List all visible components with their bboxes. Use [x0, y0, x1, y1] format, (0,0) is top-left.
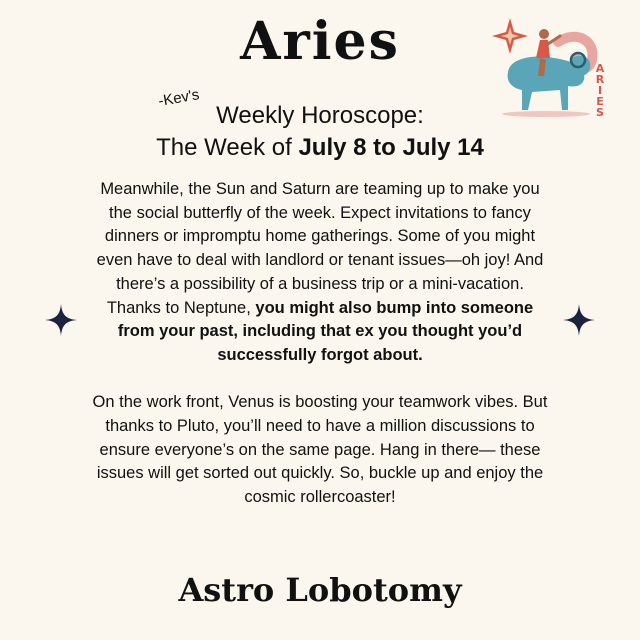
paragraph-1	[90, 178, 550, 368]
page-title: Aries	[240, 11, 400, 72]
subtitle-line2	[0, 132, 640, 164]
paragraph-1-text: Meanwhile, the Sun and Saturn are teaming up to make you the social butterfly of the week. Expect invitations to fancy dinners or impromptu home gatherings. Some of you might even have to deal with landlord or tenant issues—oh joy! And there’s a possibility of a business trip or a mini-vacation. Thanks to Neptune,	[96, 180, 544, 317]
subtitle-prefix: The Week of	[156, 134, 299, 161]
red-star-icon	[492, 18, 528, 54]
svg-text:A: A	[595, 62, 605, 75]
paragraph-2: On the work front, Venus is boosting your teamwork vibes. But thanks to Pluto, you’ll need to have a million discussions to ensure everyone’s on the same page. Hang in there— these issues will get sorted out quickly. So, buckle up and enjoy the cosmic rollercoaster!	[92, 393, 548, 507]
svg-text:R: R	[595, 73, 605, 86]
footer-brand: Astro Lobotomy	[178, 571, 462, 609]
horoscope-body	[90, 178, 550, 510]
kev-tag: -Kev's	[157, 86, 201, 110]
subtitle	[0, 100, 640, 164]
paragraph-1-bold: you might also bump into someone from your past, including that ex you thought you’d successfully forgot about.	[117, 298, 534, 364]
subtitle-dates: July 8 to July 14	[298, 134, 484, 161]
svg-text:E: E	[596, 95, 604, 108]
svg-text:S: S	[596, 106, 604, 119]
sparkle-icon	[563, 304, 595, 336]
subtitle-line1: Weekly Horoscope:	[216, 102, 424, 129]
sparkle-icon	[45, 304, 77, 336]
svg-text:I: I	[597, 84, 603, 97]
